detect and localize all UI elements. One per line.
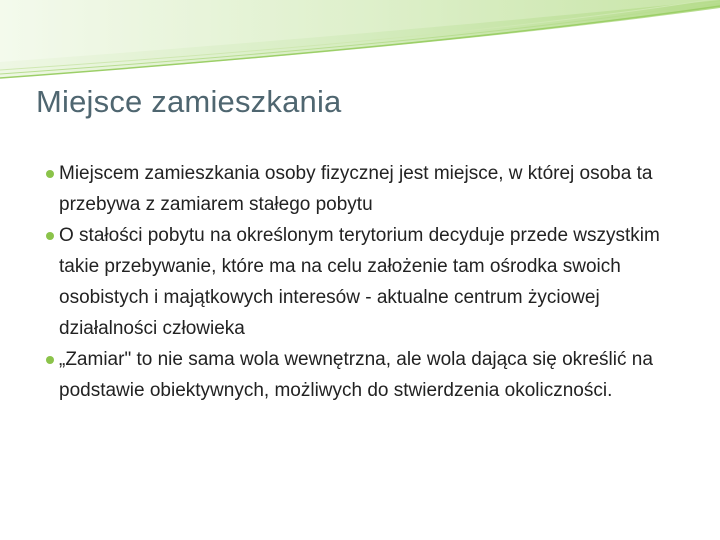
bullet-item: [46, 158, 686, 220]
bullet-dot-icon: [46, 232, 54, 240]
bullet-text: O stałości pobytu na określonym terytorium decyduje przede wszystkim takie przebywanie, które ma na celu założenie tam ośrodka swoich osobistych i majątkowych interesów - aktualne centrum życiowej działalności człowieka: [59, 225, 660, 339]
bullet-item: [46, 220, 686, 344]
bullet-text: Miejscem zamieszkania osoby fizycznej jest miejsce, w której osoba ta przebywa z zamiarem stałego pobytu: [59, 163, 653, 215]
bullet-dot-icon: [46, 170, 54, 178]
slide-title: Miejsce zamieszkania: [36, 84, 342, 119]
bullet-list: [46, 158, 686, 406]
bullet-text: „Zamiar" to nie sama wola wewnętrzna, ale wola dająca się określić na podstawie obiektywnych, możliwych do stwierdzenia okoliczności.: [59, 349, 653, 401]
bullet-item: [46, 344, 686, 406]
bullet-dot-icon: [46, 356, 54, 364]
header-wave-decoration: [0, 0, 720, 90]
